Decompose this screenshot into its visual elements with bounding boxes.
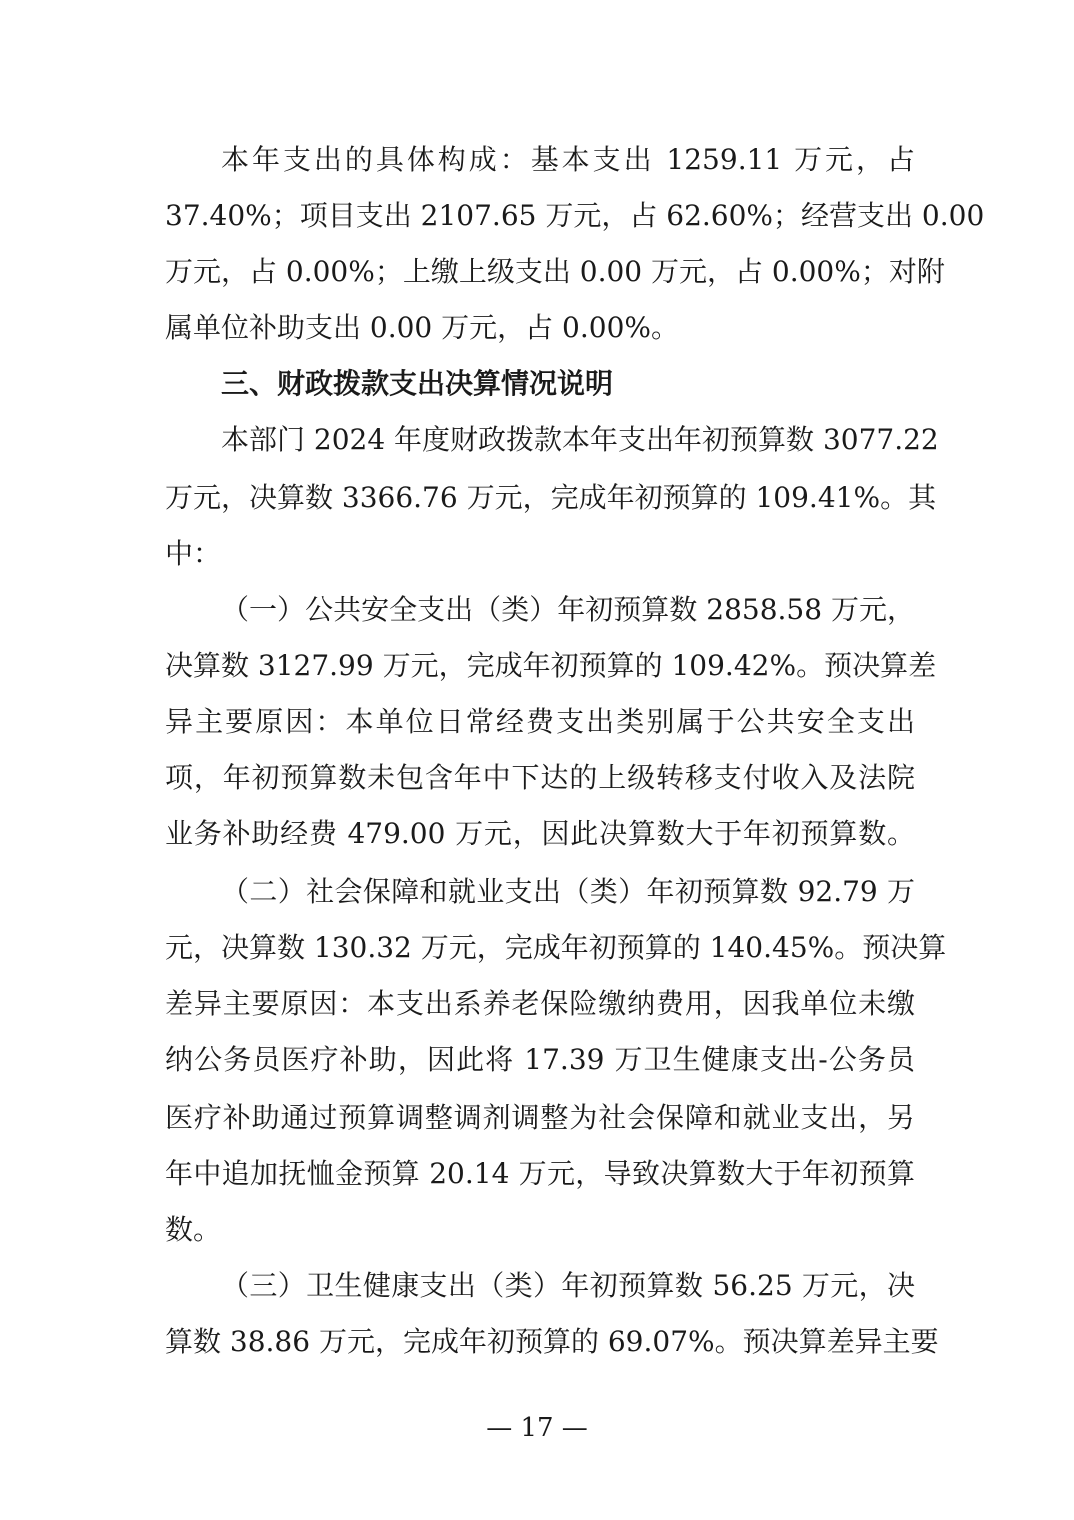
paragraph-line: 医疗补助通过预算调整调剂调整为社会保障和就业支出，另	[165, 1101, 915, 1134]
paragraph-line: 异主要原因：本单位日常经费支出类别属于公共安全支出	[165, 705, 915, 738]
paragraph-line: 元，决算数 130.32 万元，完成年初预算的 140.45%。预决算	[165, 931, 947, 964]
section-heading: 三、财政拨款支出决算情况说明	[221, 367, 614, 400]
paragraph-line: 业务补助经费 479.00 万元，因此决算数大于年初预算数。	[165, 817, 915, 850]
paragraph-line: 差异主要原因：本支出系养老保险缴纳费用，因我单位未缴	[165, 987, 915, 1020]
page-number: — 17 —	[486, 1413, 588, 1443]
paragraph-line: 万元，占 0.00%；上缴上级支出 0.00 万元，占 0.00%；对附	[165, 255, 945, 288]
paragraph-line: 纳公务员医疗补助，因此将 17.39 万卫生健康支出-公务员	[165, 1043, 915, 1076]
paragraph-line: （二）社会保障和就业支出（类）年初预算数 92.79 万	[221, 875, 915, 908]
paragraph-line: （三）卫生健康支出（类）年初预算数 56.25 万元，决	[221, 1269, 915, 1302]
paragraph-line: 算数 38.86 万元，完成年初预算的 69.07%。预决算差异主要	[165, 1325, 939, 1358]
paragraph-line: 属单位补助支出 0.00 万元，占 0.00%。	[165, 311, 679, 344]
paragraph-line: 决算数 3127.99 万元，完成年初预算的 109.42%。预决算差	[165, 649, 937, 682]
paragraph-line: 万元，决算数 3366.76 万元，完成年初预算的 109.41%。其	[165, 481, 937, 514]
paragraph-line: （一）公共安全支出（类）年初预算数 2858.58 万元，	[221, 593, 915, 626]
paragraph-line: 中：	[165, 537, 222, 570]
paragraph-line: 项，年初预算数未包含年中下达的上级转移支付收入及法院	[165, 761, 915, 794]
paragraph-line: 年中追加抚恤金预算 20.14 万元，导致决算数大于年初预算	[165, 1157, 915, 1190]
paragraph-line: 37.40%；项目支出 2107.65 万元，占 62.60%；经营支出 0.00	[165, 199, 985, 232]
paragraph-line: 本部门 2024 年度财政拨款本年支出年初预算数 3077.22	[221, 423, 939, 456]
paragraph-line: 数。	[165, 1213, 222, 1246]
paragraph-line: 本年支出的具体构成：基本支出 1259.11 万元，占	[221, 143, 915, 176]
